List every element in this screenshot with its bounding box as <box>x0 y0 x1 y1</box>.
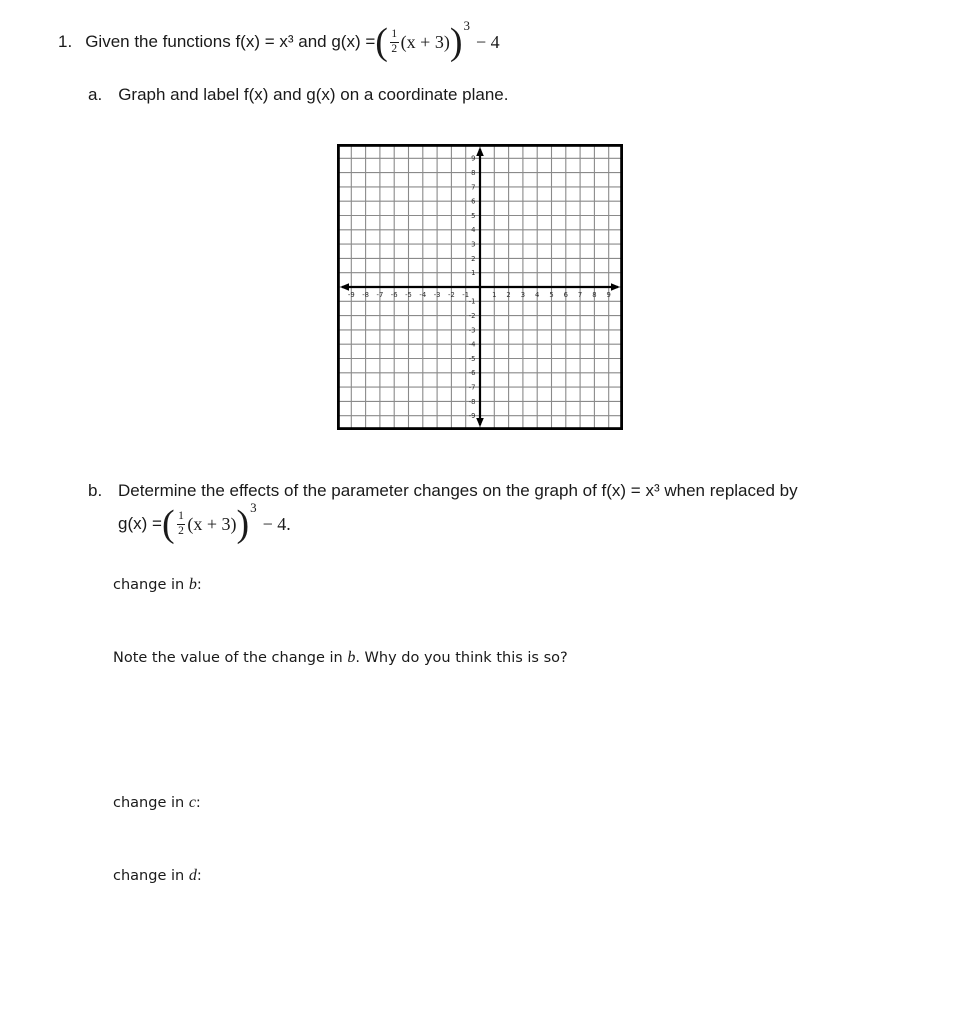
svg-text:7: 7 <box>577 291 583 299</box>
part-a-text: Graph and label f(x) and g(x) on a coordinate plane. <box>118 85 509 104</box>
part-a-line <box>88 85 508 105</box>
svg-text:3: 3 <box>471 240 476 249</box>
svg-text:1: 1 <box>471 269 476 278</box>
variable-c: c <box>188 794 196 811</box>
prompt-text: change in <box>113 577 189 593</box>
open-paren: ( <box>375 21 388 63</box>
close-paren: ) <box>449 21 463 63</box>
svg-text:4: 4 <box>471 226 476 235</box>
svg-text:1: 1 <box>492 291 497 299</box>
variable-d: d <box>188 867 197 884</box>
fraction-one-half <box>177 510 186 537</box>
g-of-x-formula <box>375 20 499 64</box>
fraction-numerator: 1 <box>391 28 398 41</box>
part-b-label: b. <box>88 481 103 500</box>
note-text-after: . Why do you think this is so? <box>355 650 568 666</box>
formula-tail: − 4 <box>475 31 500 52</box>
svg-text:9: 9 <box>471 154 476 163</box>
open-paren: ( <box>161 503 175 545</box>
close-paren: ) <box>236 503 250 545</box>
svg-text:-7: -7 <box>468 383 476 392</box>
svg-text:9: 9 <box>606 291 611 299</box>
change-in-b-prompt <box>113 576 202 594</box>
svg-text:-4: -4 <box>419 291 427 299</box>
svg-text:-5: -5 <box>405 291 412 299</box>
part-a-label: a. <box>88 85 103 104</box>
fraction-denominator: 2 <box>391 42 398 55</box>
svg-text:-1: -1 <box>462 291 470 299</box>
svg-text:-2: -2 <box>468 312 476 320</box>
svg-text:8: 8 <box>471 169 476 177</box>
formula-body: (x + 3) <box>187 513 237 534</box>
fraction-numerator: 1 <box>178 510 184 523</box>
g-of-x-prefix: g(x) = <box>118 514 162 533</box>
svg-text:-8: -8 <box>468 397 476 406</box>
note-question <box>113 649 568 667</box>
svg-text:-3: -3 <box>433 291 441 299</box>
prompt-text: change in <box>113 868 189 884</box>
variable-b: b <box>347 649 356 666</box>
formula-body: (x + 3) <box>400 31 450 52</box>
svg-text:2: 2 <box>506 291 511 299</box>
svg-text:5: 5 <box>549 291 554 299</box>
change-in-d-prompt <box>113 867 202 885</box>
problem-number: 1. <box>58 32 73 51</box>
svg-text:7: 7 <box>471 183 476 192</box>
svg-text:-2: -2 <box>448 291 455 299</box>
fraction-denominator: 2 <box>178 524 184 537</box>
variable-b: b <box>188 576 197 593</box>
svg-text:-1: -1 <box>468 297 476 306</box>
change-in-c-prompt <box>113 794 201 812</box>
g-of-x-formula-b <box>162 502 291 546</box>
svg-text:-9: -9 <box>347 291 355 299</box>
part-b-formula-line <box>118 502 291 546</box>
svg-text:-6: -6 <box>390 291 398 299</box>
prompt-colon: : <box>196 868 202 884</box>
part-b-text: Determine the effects of the parameter changes on the graph of f(x) = x³ when replaced by <box>118 481 798 500</box>
prompt-text: change in <box>113 795 189 811</box>
svg-text:4: 4 <box>535 291 540 299</box>
svg-text:8: 8 <box>592 291 597 299</box>
svg-text:-7: -7 <box>376 291 384 299</box>
svg-text:-9: -9 <box>468 412 476 421</box>
prompt-colon: : <box>196 577 202 593</box>
svg-text:-4: -4 <box>468 340 476 349</box>
svg-text:2: 2 <box>471 254 476 263</box>
problem-1-line <box>58 20 500 64</box>
prompt-colon: : <box>195 795 201 811</box>
formula-tail: − 4. <box>262 513 291 534</box>
fraction-one-half <box>390 28 399 55</box>
svg-text:3: 3 <box>520 291 526 299</box>
svg-text:5: 5 <box>471 211 476 220</box>
coordinate-grid <box>337 144 623 430</box>
formula-exponent: 3 <box>250 500 257 515</box>
svg-text:-8: -8 <box>362 291 369 299</box>
svg-text:-5: -5 <box>468 354 476 363</box>
svg-text:-3: -3 <box>468 326 476 335</box>
svg-text:6: 6 <box>563 291 568 299</box>
note-text-before: Note the value of the change in <box>113 650 348 666</box>
formula-exponent: 3 <box>463 18 470 33</box>
svg-text:6: 6 <box>471 197 476 206</box>
svg-text:-6: -6 <box>468 369 476 378</box>
problem-intro-text: Given the functions f(x) = x³ and g(x) = <box>85 32 376 51</box>
